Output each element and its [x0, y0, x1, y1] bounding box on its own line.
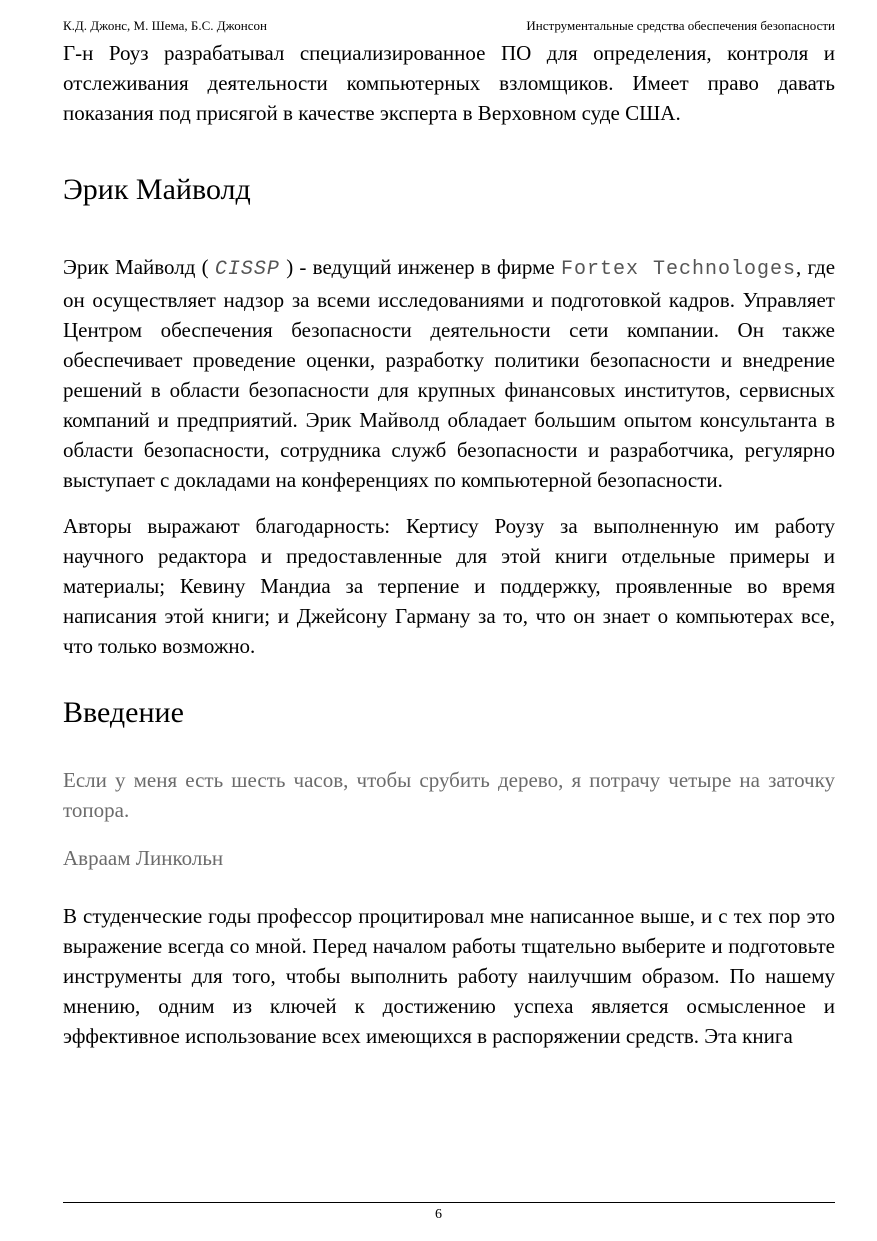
- erik-bio-part1: Эрик Майволд (: [63, 255, 209, 279]
- page-content: [63, 38, 835, 1051]
- heading-intro: Введение: [63, 696, 184, 729]
- paragraph-thanks: Авторы выражают благодарность: Кертису Роузу за выполненную им работу научного редактора и предоставленные для этой книги отдельные примеры и материалы; Кевину Мандиа за терпение и поддержку, проявленные во время написания этой книги; и Джейсону Гарману за то, что он знает о компьютерах все, что только возможно.: [63, 514, 835, 658]
- cissp-term: CISSP: [214, 258, 280, 281]
- header-authors: К.Д. Джонс, М. Шема, Б.С. Джонсон: [63, 18, 267, 33]
- header-book-title: Инструментальные средства обеспечения безопасности: [526, 18, 835, 33]
- erik-bio-part3: , где он осуществляет надзор за всеми исследованиями и подготовкой кадров. Управляет Центром обеспечения безопасности деятельности сети компании. Он также обеспечивает проведение оценки, разработку политики безопасности и внедрение решений в области безопасности для крупных финансовых институтов, сервисных компаний и предприятий. Эрик Майволд обладает большим опытом консультанта в области безопасности, сотрудника служб безопасности и разработчика, регулярно выступает с докладами на конференциях по компьютерной безопасности.: [63, 255, 836, 492]
- running-header: [63, 16, 835, 36]
- paragraph-rouse: Г-н Роуз разрабатывал специализированное ПО для определения, контроля и отслеживания деятельности компьютерных взломщиков. Имеет право давать показания под присягой в качестве эксперта в Верховном суде США.: [63, 41, 835, 125]
- company-name: Fortex Technologes: [560, 258, 796, 281]
- erik-bio-part2: ) - ведущий инженер в фирме: [286, 255, 555, 279]
- footer-divider: [63, 1202, 835, 1203]
- heading-erik: Эрик Майволд: [63, 173, 251, 206]
- page-number: 6: [435, 1207, 442, 1222]
- paragraph-intro: В студенческие годы профессор процитировал мне написанное выше, и с тех пор это выражение всегда со мной. Перед началом работы тщательно выберите и подготовьте инструменты для того, чтобы выполнить работу наилучшим образом. По нашему мнению, одним из ключей к достижению успеха является осмысленное и эффективное использование всех имеющихся в распоряжении средств. Эта книга: [63, 904, 835, 1048]
- epigraph-author: Авраам Линкольн: [63, 846, 224, 870]
- paragraph-erik-bio: [63, 252, 835, 495]
- epigraph-quote: Если у меня есть шесть часов, чтобы срубить дерево, я потрачу четыре на заточку топора.: [63, 768, 835, 822]
